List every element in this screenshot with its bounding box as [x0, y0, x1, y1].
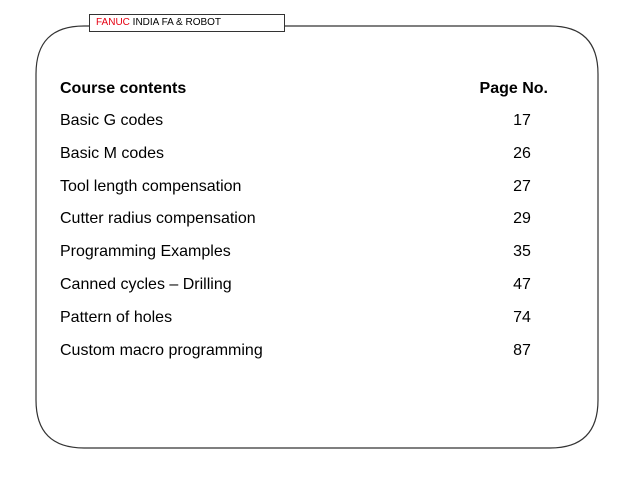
contents-topic: Cutter radius compensation: [60, 210, 256, 227]
contents-page-number: 74: [513, 309, 531, 326]
contents-page-number: 35: [513, 243, 531, 260]
contents-topic: Basic M codes: [60, 145, 165, 162]
header-company-tab: [89, 14, 285, 32]
contents-row: [60, 307, 548, 329]
contents-row: [60, 274, 548, 296]
contents-page-number: 26: [513, 145, 531, 162]
course-contents-heading: Course contents: [60, 80, 187, 97]
contents-page-number: 87: [513, 342, 531, 359]
header-subtitle: INDIA FA & ROBOT: [129, 17, 222, 28]
page-no-heading: Page No.: [479, 80, 548, 97]
contents-header-row: [60, 78, 548, 100]
contents-topic: Basic G codes: [60, 112, 164, 129]
contents-page-number: 29: [513, 210, 531, 227]
brand-name: FANUC: [96, 17, 130, 28]
contents-topic: Custom macro programming: [60, 342, 263, 359]
contents-row: [60, 241, 548, 263]
contents-row: [60, 208, 548, 230]
contents-topic: Canned cycles – Drilling: [60, 276, 232, 293]
contents-page-number: 17: [513, 112, 531, 129]
contents-row: [60, 110, 548, 132]
contents-row: [60, 143, 548, 165]
contents-row: [60, 340, 548, 362]
contents-page-number: 27: [513, 178, 531, 195]
contents-row: [60, 176, 548, 198]
contents-page-number: 47: [513, 276, 531, 293]
contents-topic: Programming Examples: [60, 243, 231, 260]
contents-topic: Tool length compensation: [60, 178, 242, 195]
contents-topic: Pattern of holes: [60, 309, 173, 326]
